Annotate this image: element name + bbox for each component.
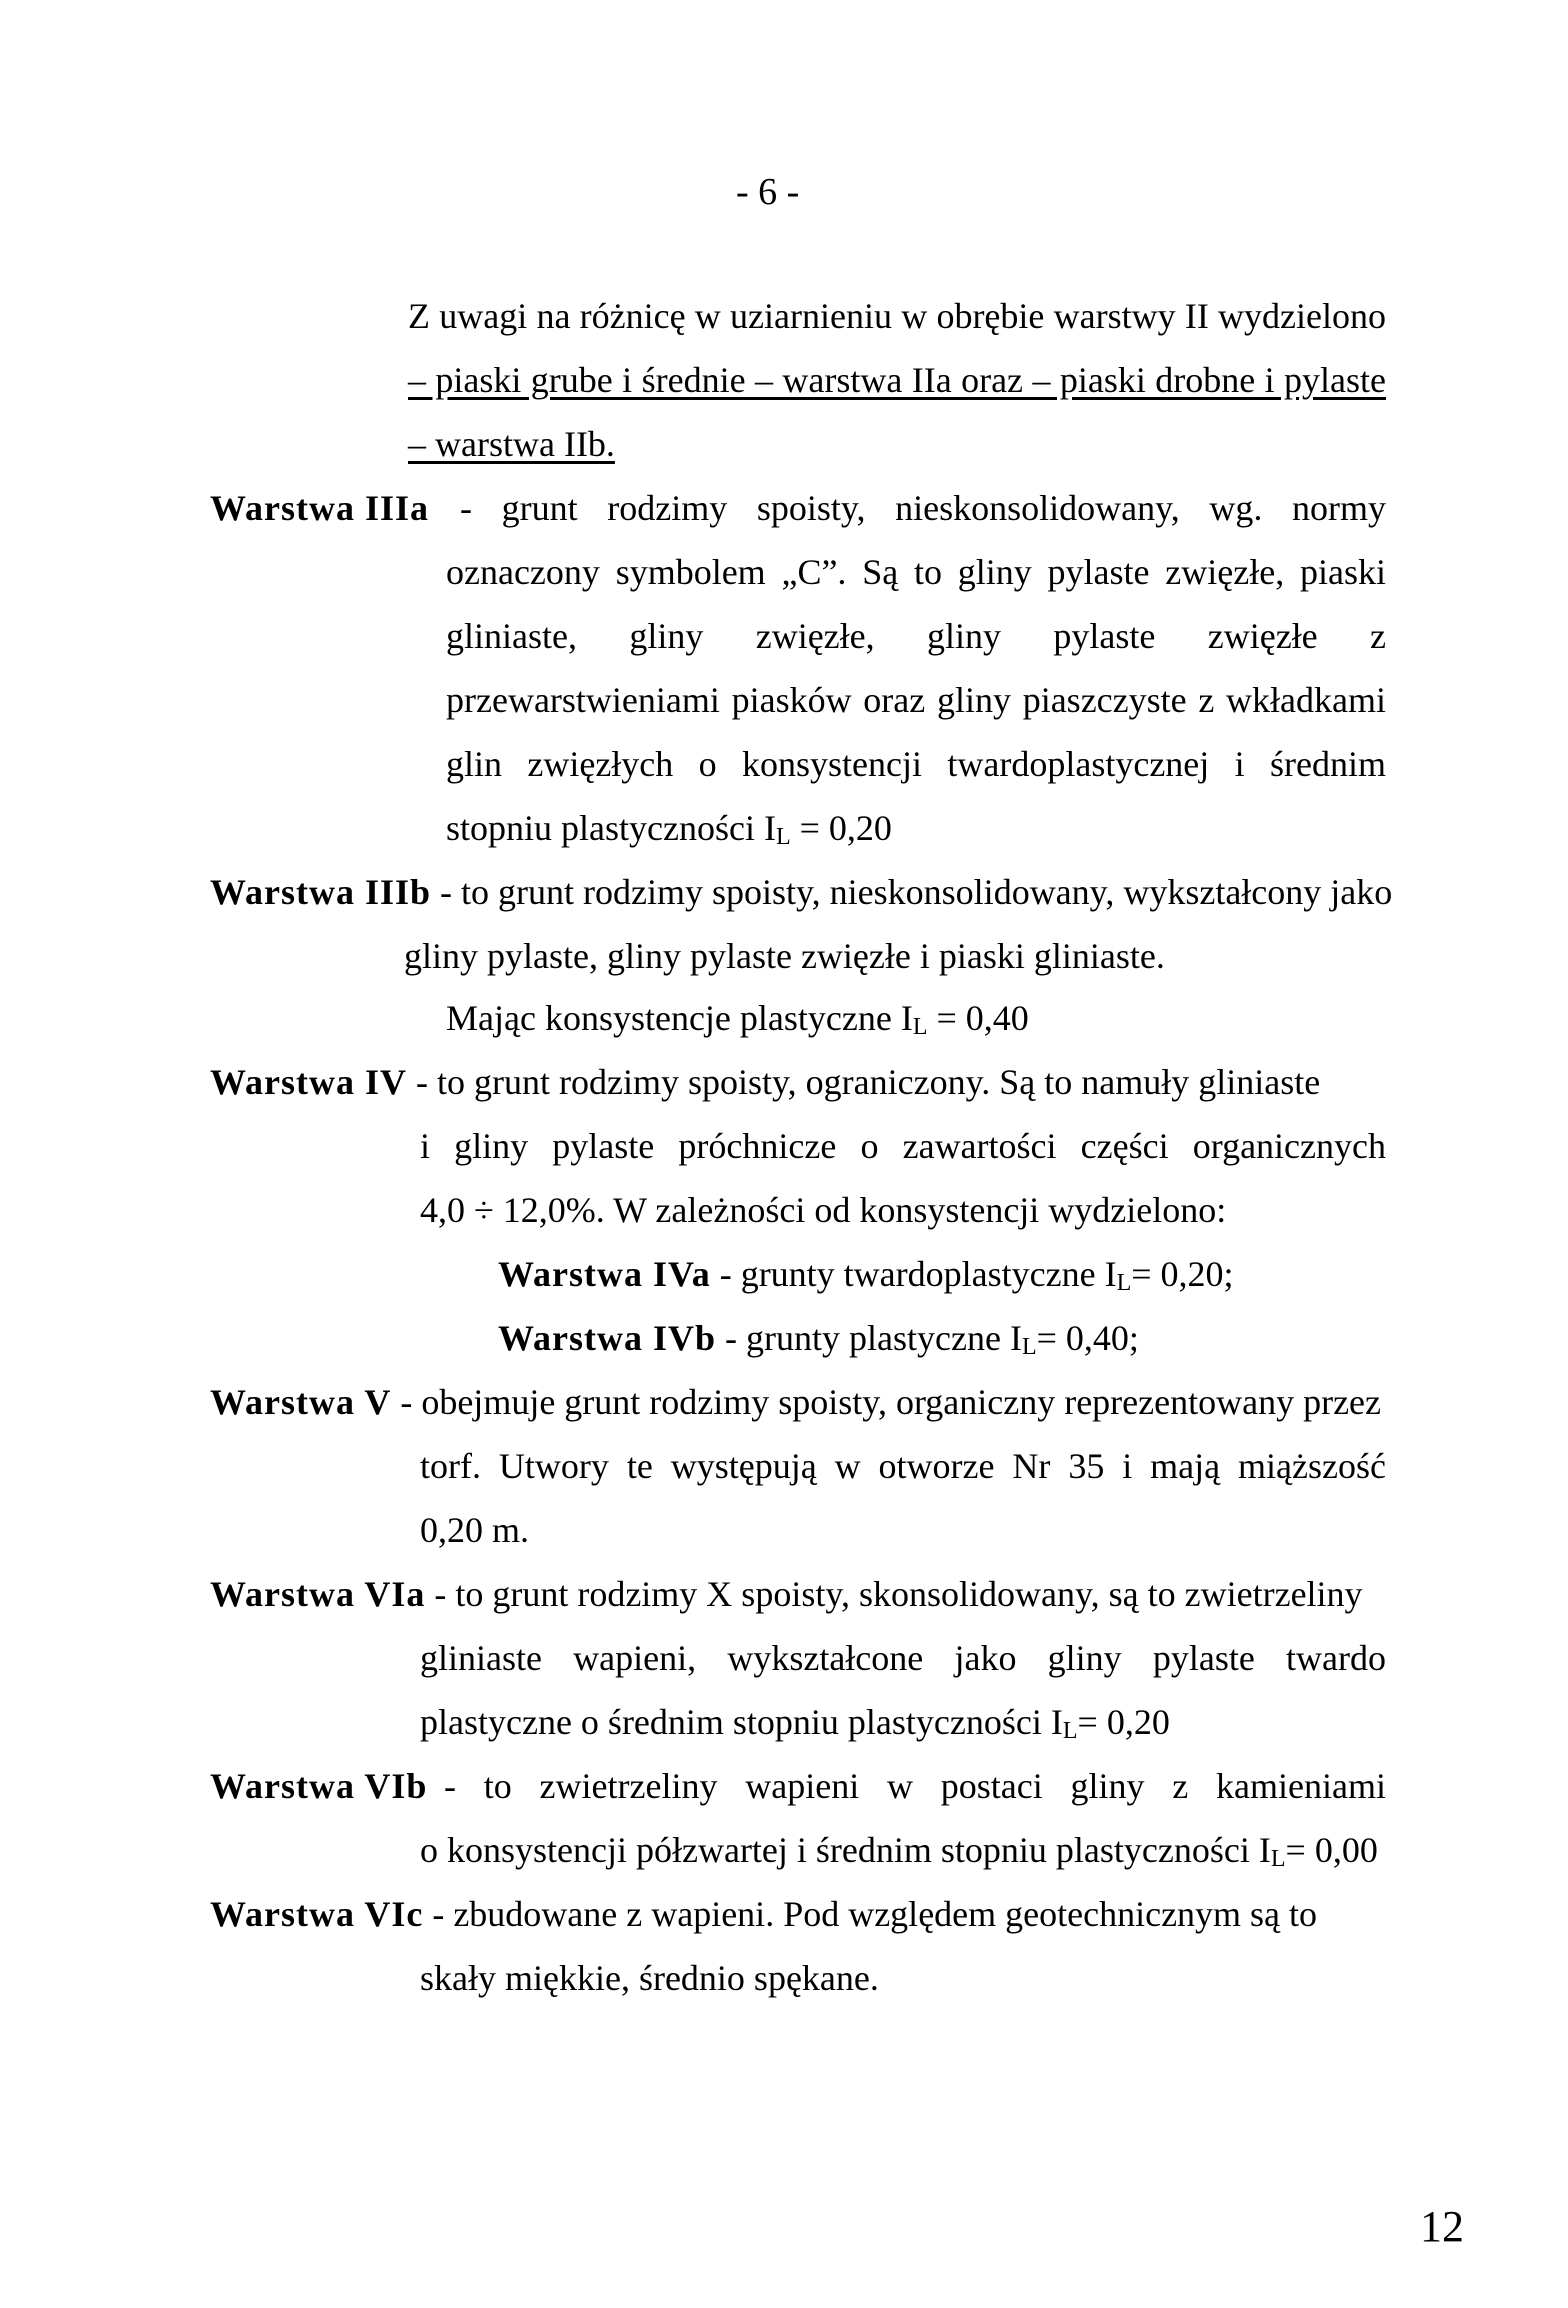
layer-iiia-line-6-text: stopniu plastyczności I xyxy=(446,808,776,848)
layer-iiia-line-3: gliniaste, gliny zwięzłe, gliny pylaste zwięzłe z xyxy=(446,616,1386,656)
layer-v-line-2: torf. Utwory te występują w otworze Nr 35 i mają miąższość xyxy=(420,1446,1386,1486)
layer-iiib-line-1 xyxy=(210,870,1392,914)
layer-iiib-line-2: gliny pylaste, gliny pylaste zwięzłe i piaski gliniaste. xyxy=(404,936,1165,976)
layer-iiia-line-2: oznaczony symbolem „C”. Są to gliny pylaste zwięzłe, piaski xyxy=(446,552,1386,592)
layer-iiia-line-4: przewarstwieniami piasków oraz gliny piaszczyste z wkładkami xyxy=(446,680,1386,720)
layer-iv-label: Warstwa IV xyxy=(210,1062,407,1102)
layer-vib-line-2-end: = 0,00 xyxy=(1285,1830,1378,1870)
layer-v-line-1 xyxy=(210,1380,1381,1424)
layer-vib-line-1: - to zwietrzeliny wapieni w postaci gliny z kamieniami xyxy=(444,1766,1386,1806)
layer-via-line-2: gliniaste wapieni, wykształcone jako gliny pylaste twardo xyxy=(420,1638,1386,1678)
layer-iv-line-3: 4,0 ÷ 12,0%. W zależności od konsystencji wydzielono: xyxy=(420,1190,1227,1230)
layer-iiib-line-3-text: Mając konsystencje plastyczne I xyxy=(446,998,913,1038)
layer-iva-end: = 0,20; xyxy=(1131,1254,1234,1294)
layer-via-line-3-text: plastyczne o średnim stopniu plastyczności I xyxy=(420,1702,1063,1742)
layer-ivb-sub: L xyxy=(1021,1334,1037,1360)
layer-v-line-3: 0,20 m. xyxy=(420,1510,530,1550)
layer-via-line-3 xyxy=(420,1700,1170,1744)
layer-via-line-3-end: = 0,20 xyxy=(1077,1702,1170,1742)
layer-iva-label: Warstwa IVa xyxy=(498,1254,711,1294)
intro-line-1: Z uwagi na różnicę w uziarnieniu w obrębie warstwy II wydzielono xyxy=(408,296,1386,336)
layer-vic-line-1 xyxy=(210,1892,1317,1936)
layer-vib-label: Warstwa VIb xyxy=(210,1766,428,1806)
layer-iiia-line-6 xyxy=(446,806,892,850)
page-number: - 6 - xyxy=(736,171,800,213)
layer-iiia-line-1: - grunt rodzimy spoisty, nieskonsolidowany, wg. normy xyxy=(460,488,1386,528)
layer-iiib-line-3-sub: L xyxy=(912,1014,928,1040)
layer-iiia-line-6-sub: L xyxy=(775,824,791,850)
layer-iiib-label: Warstwa IIIb xyxy=(210,872,432,912)
layer-via-label: Warstwa VIa xyxy=(210,1574,426,1614)
layer-iiib-line-3 xyxy=(446,996,1029,1040)
layer-vib-line-2-sub: L xyxy=(1270,1846,1286,1872)
layer-ivb-text: - grunty plastyczne I xyxy=(716,1318,1022,1358)
layer-via-line-3-sub: L xyxy=(1062,1718,1078,1744)
layer-iva-sub: L xyxy=(1116,1270,1132,1296)
layer-vic-line-2: skały miękkie, średnio spękane. xyxy=(420,1958,879,1998)
intro-line-2: – piaski grube i średnie – warstwa IIa oraz – piaski drobne i pylaste xyxy=(408,360,1386,400)
layer-iv-line-1 xyxy=(210,1060,1320,1104)
layer-via-line-1-text: - to grunt rodzimy X spoisty, skonsolidowany, są to zwietrzeliny xyxy=(425,1574,1363,1614)
corner-page-number: 12 xyxy=(1420,2202,1464,2251)
layer-vib-line-2-text: o konsystencji półzwartej i średnim stopniu plastyczności I xyxy=(420,1830,1271,1870)
layer-iiib-line-3-end: = 0,40 xyxy=(927,998,1029,1038)
layer-v-label: Warstwa V xyxy=(210,1382,392,1422)
layer-vic-line-1-text: - zbudowane z wapieni. Pod względem geotechnicznym są to xyxy=(423,1894,1318,1934)
layer-vib-line-2 xyxy=(420,1828,1378,1872)
layer-iv-line-2: i gliny pylaste próchnicze o zawartości części organicznych xyxy=(420,1126,1386,1166)
layer-iva-text: - grunty twardoplastyczne I xyxy=(710,1254,1117,1294)
layer-ivb-end: = 0,40; xyxy=(1036,1318,1139,1358)
layer-iv-line-1-text: - to grunt rodzimy spoisty, ograniczony. Są to namuły gliniaste xyxy=(407,1062,1321,1102)
layer-ivb-line xyxy=(498,1316,1139,1360)
layer-iva-line xyxy=(498,1252,1234,1296)
layer-iiib-line-1-text: - to grunt rodzimy spoisty, nieskonsolidowany, wykształcony jako xyxy=(431,872,1393,912)
layer-via-line-1 xyxy=(210,1572,1363,1616)
intro-line-3: – warstwa IIb. xyxy=(408,424,615,464)
layer-vic-label: Warstwa VIc xyxy=(210,1894,424,1934)
layer-v-line-1-text: - obejmuje grunt rodzimy spoisty, organiczny reprezentowany przez xyxy=(391,1382,1382,1422)
layer-iiia-line-5: glin zwięzłych o konsystencji twardoplastycznej i średnim xyxy=(446,744,1386,784)
layer-ivb-label: Warstwa IVb xyxy=(498,1318,717,1358)
layer-iiia-label: Warstwa IIIa xyxy=(210,488,430,528)
layer-iiia-line-6-end: = 0,20 xyxy=(790,808,892,848)
